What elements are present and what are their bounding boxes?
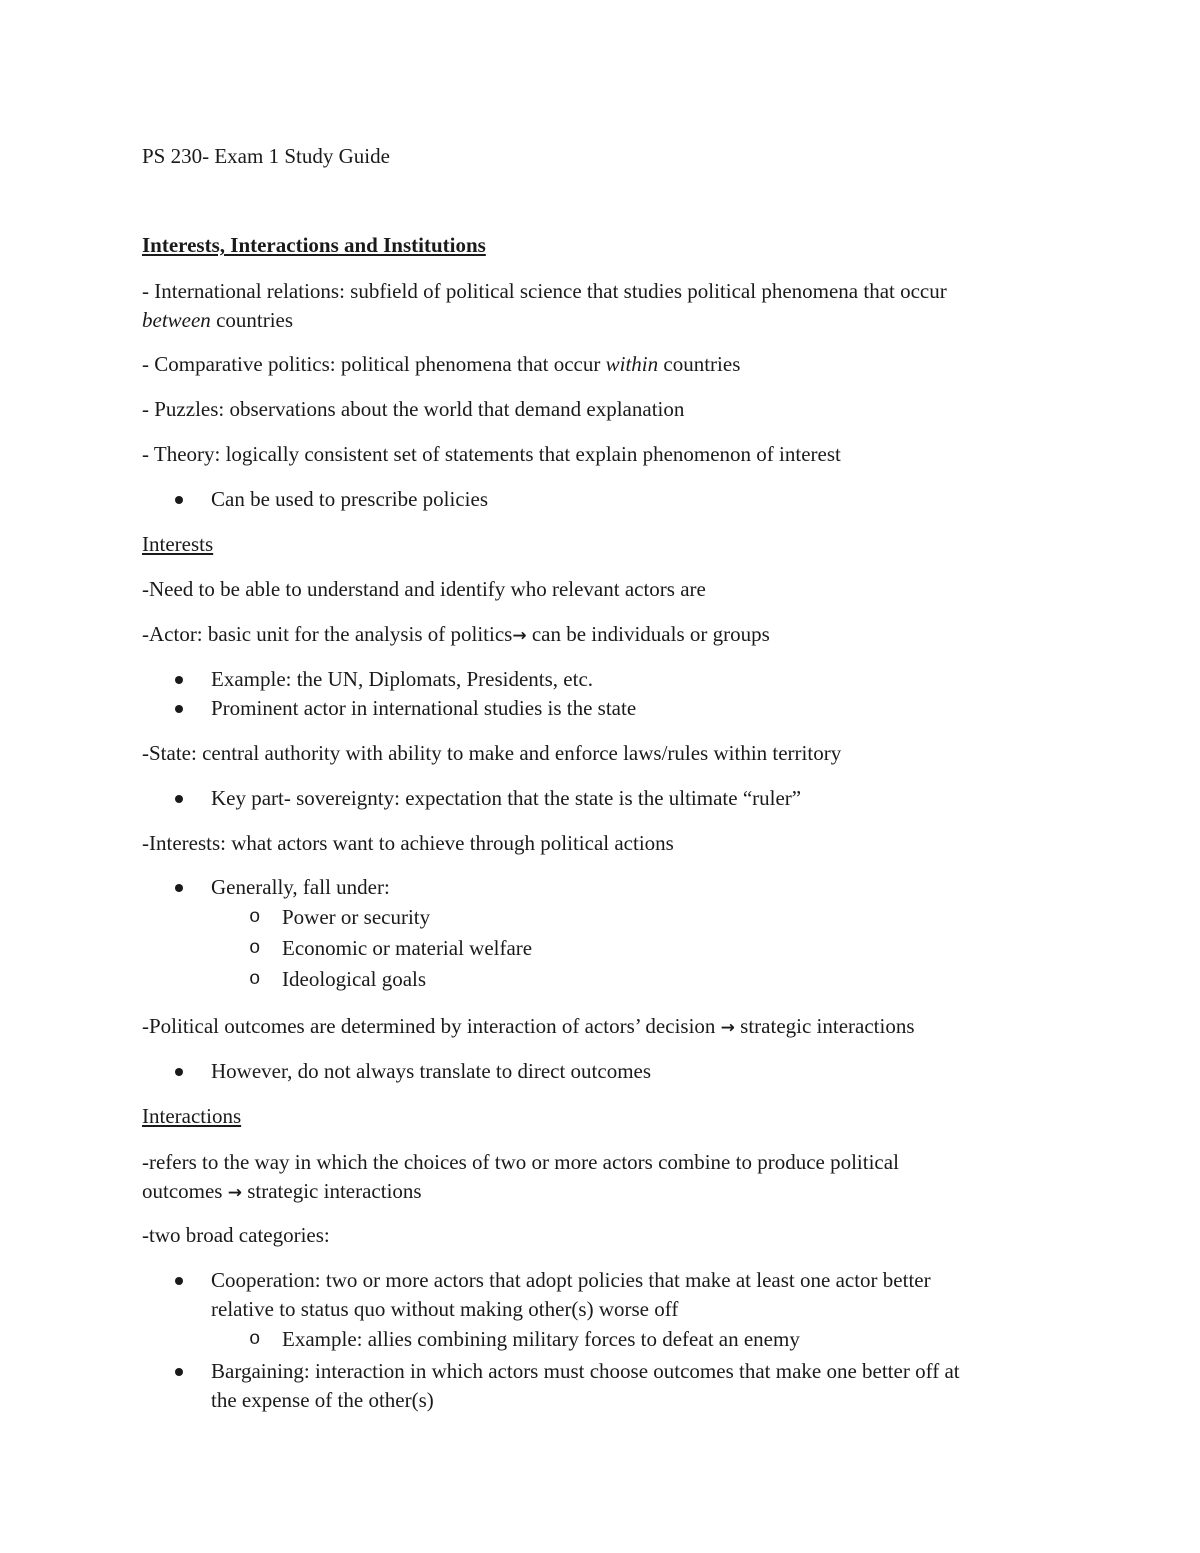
- two-broad-categories: -two broad categories:: [142, 1223, 330, 1247]
- sub-bullet-cooperation-example: o Example: allies combining military forces to defeat an enemy: [282, 1325, 1062, 1354]
- interests-definition: -Interests: what actors want to achieve through political actions: [142, 831, 674, 855]
- refers-text-2: outcomes: [142, 1179, 228, 1203]
- document-title: PS 230- Exam 1 Study Guide: [142, 144, 390, 168]
- sub-bullet-economic: o Economic or material welfare: [282, 934, 1062, 963]
- refers-text-3: strategic interactions: [241, 1179, 422, 1203]
- arrow-icon: →: [227, 1183, 242, 1203]
- bullet-outcomes: However, do not always translate to direct outcomes: [211, 1057, 1061, 1086]
- cooperation-text: Cooperation: two or more actors that adopt policies that make at least one actor better: [211, 1268, 931, 1292]
- bullet-theory-policies: Can be used to prescribe policies: [211, 485, 1061, 514]
- definition-theory: - Theory: logically consistent set of statements that explain phenomenon of interest: [142, 442, 841, 466]
- ir-text-end: countries: [210, 308, 294, 332]
- cp-text: - Comparative politics: political phenomena that occur: [142, 352, 606, 376]
- bullet-cooperation: [211, 1266, 1061, 1324]
- arrow-icon: →: [720, 1018, 735, 1038]
- actor-text-end: can be individuals or groups: [526, 622, 770, 646]
- actor-text: -Actor: basic unit for the analysis of politics: [142, 622, 513, 646]
- bargaining-text-2: the expense of the other(s): [211, 1388, 434, 1412]
- bullet-actor-state: Prominent actor in international studies is the state: [211, 694, 1061, 723]
- cp-text-end: countries: [658, 352, 741, 376]
- actor-definition: [142, 620, 1062, 651]
- arrow-icon: →: [512, 626, 527, 646]
- bullet-actor-example: Example: the UN, Diplomats, Presidents, etc.: [211, 665, 1061, 694]
- state-definition: -State: central authority with ability to make and enforce laws/rules within territory: [142, 741, 842, 765]
- sub-bullet-ideological: o Ideological goals: [282, 965, 1062, 994]
- subheading-interactions: Interactions: [142, 1104, 242, 1128]
- bullet-sovereignty: Key part- sovereignty: expectation that the state is the ultimate “ruler”: [211, 784, 1061, 813]
- cooperation-text-2: relative to status quo without making other(s) worse off: [211, 1297, 679, 1321]
- interests-need-text: -Need to be able to understand and identify who relevant actors are: [142, 577, 706, 601]
- ir-text: - International relations: subfield of political science that studies political phenomena that occur: [142, 279, 947, 303]
- outcomes-text: -Political outcomes are determined by interaction of actors’ decision: [142, 1014, 721, 1038]
- definition-international-relations: [142, 277, 1062, 335]
- bullet-bargaining: [211, 1357, 1061, 1415]
- definition-puzzles: - Puzzles: observations about the world that demand explanation: [142, 397, 685, 421]
- ir-emphasis: between: [142, 308, 211, 332]
- cp-emphasis: within: [605, 352, 659, 376]
- definition-comparative-politics: [142, 350, 1062, 379]
- interactions-definition: [142, 1148, 1062, 1208]
- refers-text: -refers to the way in which the choices of two or more actors combine to produce political: [142, 1150, 899, 1174]
- political-outcomes-text: [142, 1012, 1062, 1043]
- bullet-generally: Generally, fall under:: [211, 873, 1061, 902]
- sub-bullet-power: o Power or security: [282, 903, 1062, 932]
- bargaining-text: Bargaining: interaction in which actors must choose outcomes that make one better off at: [211, 1359, 960, 1383]
- section-heading: Interests, Interactions and Institutions: [142, 233, 486, 257]
- subheading-interests: Interests: [142, 532, 214, 556]
- outcomes-text-end: strategic interactions: [734, 1014, 915, 1038]
